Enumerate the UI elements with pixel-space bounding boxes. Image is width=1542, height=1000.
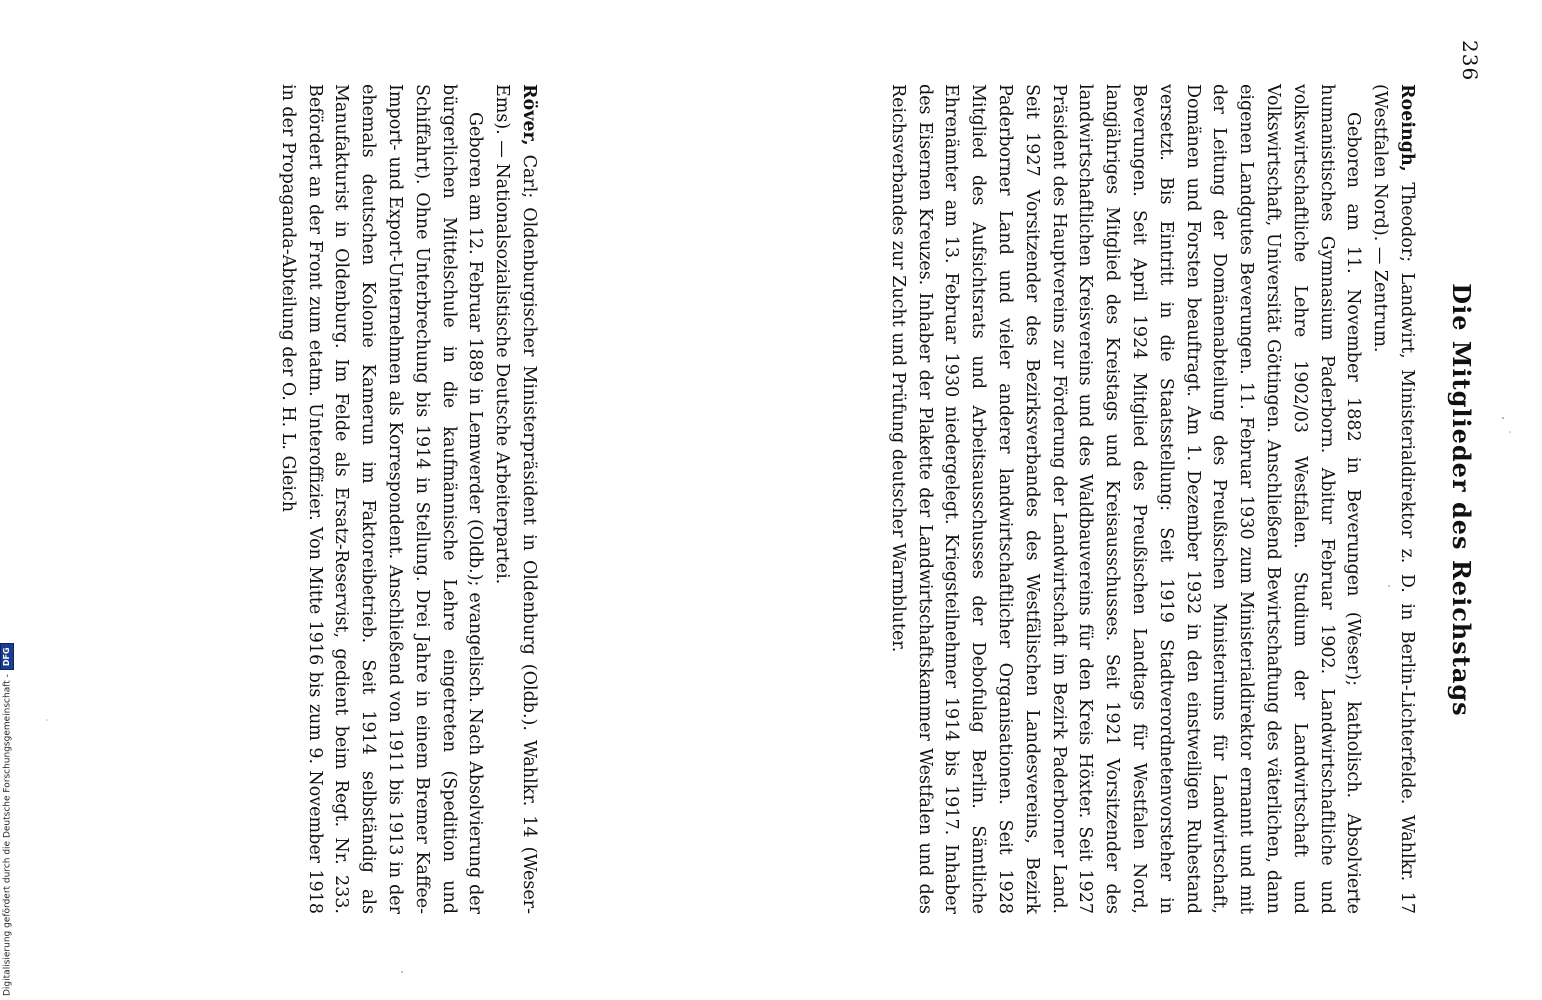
digitization-note — [0, 0, 14, 996]
entry-name: Roeingh, — [1397, 84, 1417, 172]
entry-heading — [488, 84, 542, 914]
entry-heading-text: Carl; Oldenburgischer Ministerpräsident in Oldenburg (Oldb.). Wahlkr. 14 (Weser-Ems). — Nationalsozialistische Deutsche Arbeiterpartei. — [492, 84, 539, 914]
page-number: 236 — [1458, 40, 1482, 82]
biography-entry-roever — [274, 84, 542, 914]
digitization-note-text: Digitalisierung gefördert durch die Deutsche Forschungsgemeinschaft - — [2, 674, 13, 996]
running-head: Die Mitglieder des Reichstags — [1447, 283, 1476, 717]
entry-name: Röver, — [519, 84, 539, 146]
entry-paragraph: Geboren am 12. Februar 1889 in Lemwerder (Oldb.); evangelisch. Nach Absolvierung der bürgerlichen Mittelschule in die kaufmännische Lehre eingetreten (Spedition und Schiffahrt). Ohne Unterbrechung bis 1914 in Stellung. Drei Jahre in einem Bremer Kaffee-Import- und Export-Unternehmen als Korrespondent. Anschließend von 1911 bis 1913 in der ehemals deutschen Kolonie Kamerun im Faktoreibetrieb. Seit 1914 selbständig als Manufakturist in Oldenburg. Im Felde als Ersatz-Reservist, gedient beim Regt. Nr. 233. Befördert an der Front zum etatm. Unteroffizier. Von Mitte 1916 bis zum 9. November 1918 in der Propaganda-Abteilung der O. H. L. Gleich — [277, 84, 486, 914]
dfg-logo: DFG — [0, 643, 14, 670]
entry-heading — [1366, 84, 1420, 914]
biography-entry-roeingh — [884, 84, 1420, 914]
entry-paragraph: Geboren am 11. November 1882 in Beverungen (Weser); katholisch. Absolvierte humanistisches Gymnasium Paderborn. Abitur Februar 1902. Landwirtschaftliche und volkswirtschaftliche Lehre 1902/03 Westfalen. Studium der Landwirtschaft und Volkswirtschaft, Universität Göttingen. Anschließend Bewirtschaftung des väterlichen, dann eigenen Landgutes Beverungen. 11. Februar 1930 zum Ministerialdirektor ernannt und mit der Leitung der Domänenabteilung des Preußischen Ministeriums für Landwirtschaft, Domänen und Forsten beauftragt. Am 1. Dezember 1932 in den einstweiligen Ruhestand versetzt. Bis Eintritt in die Staatsstellung: Seit 1919 Stadtverordnetenvorsteher in Beverungen. Seit April 1924 Mitglied des Preußischen Landtags für Westfalen Nord, langjähriges Mitglied des Kreistags und Kreisausschusses. Seit 1921 Vorsitzender des landwirtschaftlichen Kreisvereins und des Waldbauvereins für den Kreis Höxter. Seit 1927 Präsident des Hauptvereins zur Förderung der Landwirtschaft im Bezirk Paderborner Land. Seit 1927 Vorsitzender des Bezirksverbandes des Westfälischen Landesvereins, Bezirk Paderborner Land und vieler anderer landwirtschaftlicher Organisationen. Seit 1928 Mitglied des Aufsichtsrats und Arbeitsausschusses der Debofulag Berlin. Sämtliche Ehrenämter am 13. Februar 1930 niedergelegt. Kriegsteilnehmer 1914 bis 1917. Inhaber des Eisernen Kreuzes. Inhaber der Plakette der Landwirtschaftskammer Westfalen und des Reichsverbandes zur Zucht und Prüfung deutscher Warmbluter. — [887, 84, 1364, 914]
entry-heading-text: Theodor; Landwirt, Ministerialdirektor z. D. in Berlin-Lichterfelde. Wahlkr. 17 (Westfalen Nord). — Zentrum. — [1370, 84, 1417, 914]
